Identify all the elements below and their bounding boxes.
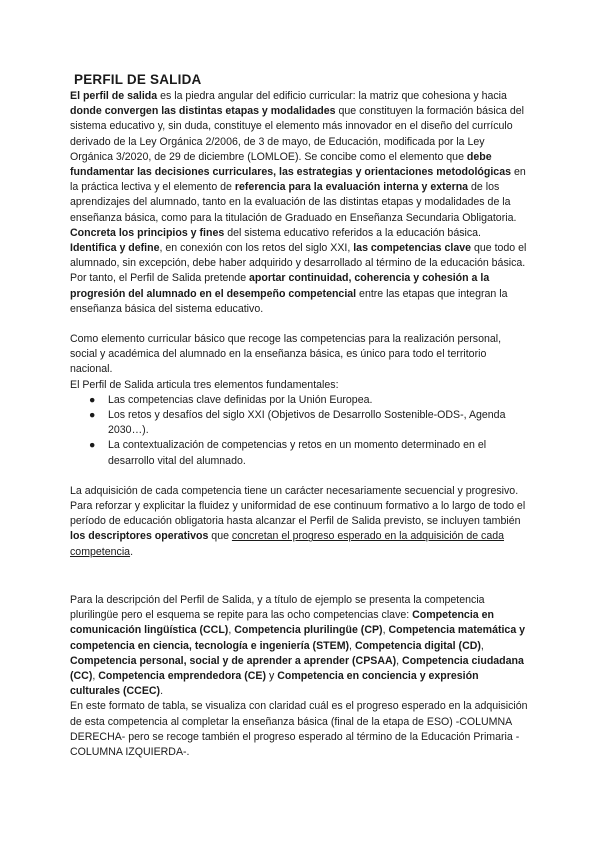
text-run: Para la descripción del Perfil de Salida, y a título de ejemplo se presenta la competencia plurilingüe pero el esquema se repite para las ocho competencias clave: [70,593,485,622]
text-run: aportar continuidad, coherencia y cohesión a la progresión del alumnado en el desempeño competencial [70,272,490,300]
text-run: donde convergen las distintas etapas y modalidades [70,105,336,118]
bullet-icon: ● [89,393,96,406]
text-run: concretan el progreso esperado en la adquisición de cada competencia [70,530,505,558]
paragraph-intro [70,89,530,317]
text-run: Competencia personal, social y de aprender a aprender (CPSAA) [70,654,397,667]
text-run: , [228,624,235,637]
text-run: Competencia digital (CD) [354,639,481,652]
paragraph-elements-intro: El Perfil de Salida articula tres elementos fundamentales: [70,378,339,391]
text-run: entre las etapas que integran la enseñanza básica del sistema educativo. [70,287,508,315]
text-run: es la piedra angular del edificio curricular: la matriz que cohesiona y hacia [157,90,507,102]
text-run: , [92,669,99,682]
text-run: Competencia en comunicación lingüística (CCL) [70,609,494,637]
bullet-icon: ● [89,409,96,422]
list-item-text: La contextualización de competencias y retos en un momento determinado en el desarrollo vital del alumnado. [108,439,487,467]
text-run: Competencia en conciencia y expresión culturales (CCEC) [70,669,479,698]
text-run: y [266,669,278,682]
text-run: El perfil de salida [70,90,158,102]
text-run: Concreta los principios y fines [70,226,225,239]
list-item [89,438,530,468]
list-item [89,408,530,438]
text-run: Competencia matemática y competencia en ciencia, tecnología e ingeniería (STEM) [70,624,526,652]
text-run: , en conexión con los retos del siglo XXI, [159,242,354,255]
paragraph-curricular-element: Como elemento curricular básico que recoge las competencias para la realización personal, social y académica del alumnado en la enseñanza básica, es único para todo el territorio nacional. [70,333,502,376]
bullet-icon: ● [89,439,96,452]
paragraph-acquisition [70,484,530,560]
list-item-text: Las competencias clave definidas por la Unión Europea. [108,393,373,406]
text-run: del sistema educativo referidos a la educación básica. [224,226,481,239]
page-title: PERFIL DE SALIDA [74,72,202,87]
text-run: en la práctica lectiva y el elemento de [70,166,526,194]
document-content [70,71,530,760]
text-run: , [349,639,355,652]
text-run: debe fundamentar las decisiones curriculares, las estrategias y orientaciones metodológicas [70,150,511,179]
text-run: que todo el alumnado, sin excepción, debe haber adquirido y desarrollado al término de la educación básica. Por tanto, el Perfil de Salida pretende [70,242,527,285]
paragraph-gap [70,469,530,484]
list-item [89,393,530,408]
text-run: Competencia emprendedora (CE) [98,669,267,682]
text-run: . [130,545,134,558]
paragraph-table-format: En este formato de tabla, se visualiza con claridad cuál es el progreso esperado en la adquisición de esta competencia al completar la enseñanza básica (final de la etapa de ESO) -COLUMNA DERECHA- pero se recoge también el progreso esperado al término de la Educación Primaria -COLUMNA IZQUIERDA-. [70,700,528,758]
text-run: , [480,639,484,652]
text-run: La adquisición de cada competencia tiene un carácter necesariamente secuencial y progresivo. Para reforzar y explicitar la fluidez y uniformidad de ese continuum formativo a lo largo de todo el período de educación obligatoria hasta alcanzar el Perfil de Salida previsto, se incluyen también [70,484,526,528]
text-run: Competencia ciudadana (CC) [70,654,524,682]
text-run: que constituyen la formación básica del sistema educativo y, sin duda, constituye el elemento más innovador en el diseño del currículo derivado de la Ley Orgánica 2/2006, de 3 de mayo, de Educación, modificada por la Ley Orgánica 3/2020, de 29 de diciembre (LOMLOE). Se concibe como el elemento que [70,105,524,163]
text-run: . [160,685,164,698]
paragraph-gap [70,560,530,593]
text-run: , [396,654,403,667]
text-run: Competencia plurilingüe (CP) [234,624,383,637]
paragraph-key-competences [70,593,530,699]
bullet-list [70,393,530,469]
text-run: los descriptores operativos [70,530,209,543]
text-run: Identifica y define [70,242,160,255]
text-run: , [382,624,389,637]
text-run: que [208,530,232,543]
paragraph-gap [70,317,530,332]
text-run: de los aprendizajes del alumnado, tanto en la evaluación de las distintas etapas y modalidades de la enseñanza básica, como para la titulación de Graduado en Enseñanza Secundaria Obligatoria. [70,181,517,224]
text-run: referencia para la evaluación interna y externa [234,181,469,194]
list-item-text: Los retos y desafíos del siglo XXI (Objetivos de Desarrollo Sostenible-ODS-, Agenda 2030…). [108,409,506,437]
text-run: las competencias clave [353,242,472,255]
